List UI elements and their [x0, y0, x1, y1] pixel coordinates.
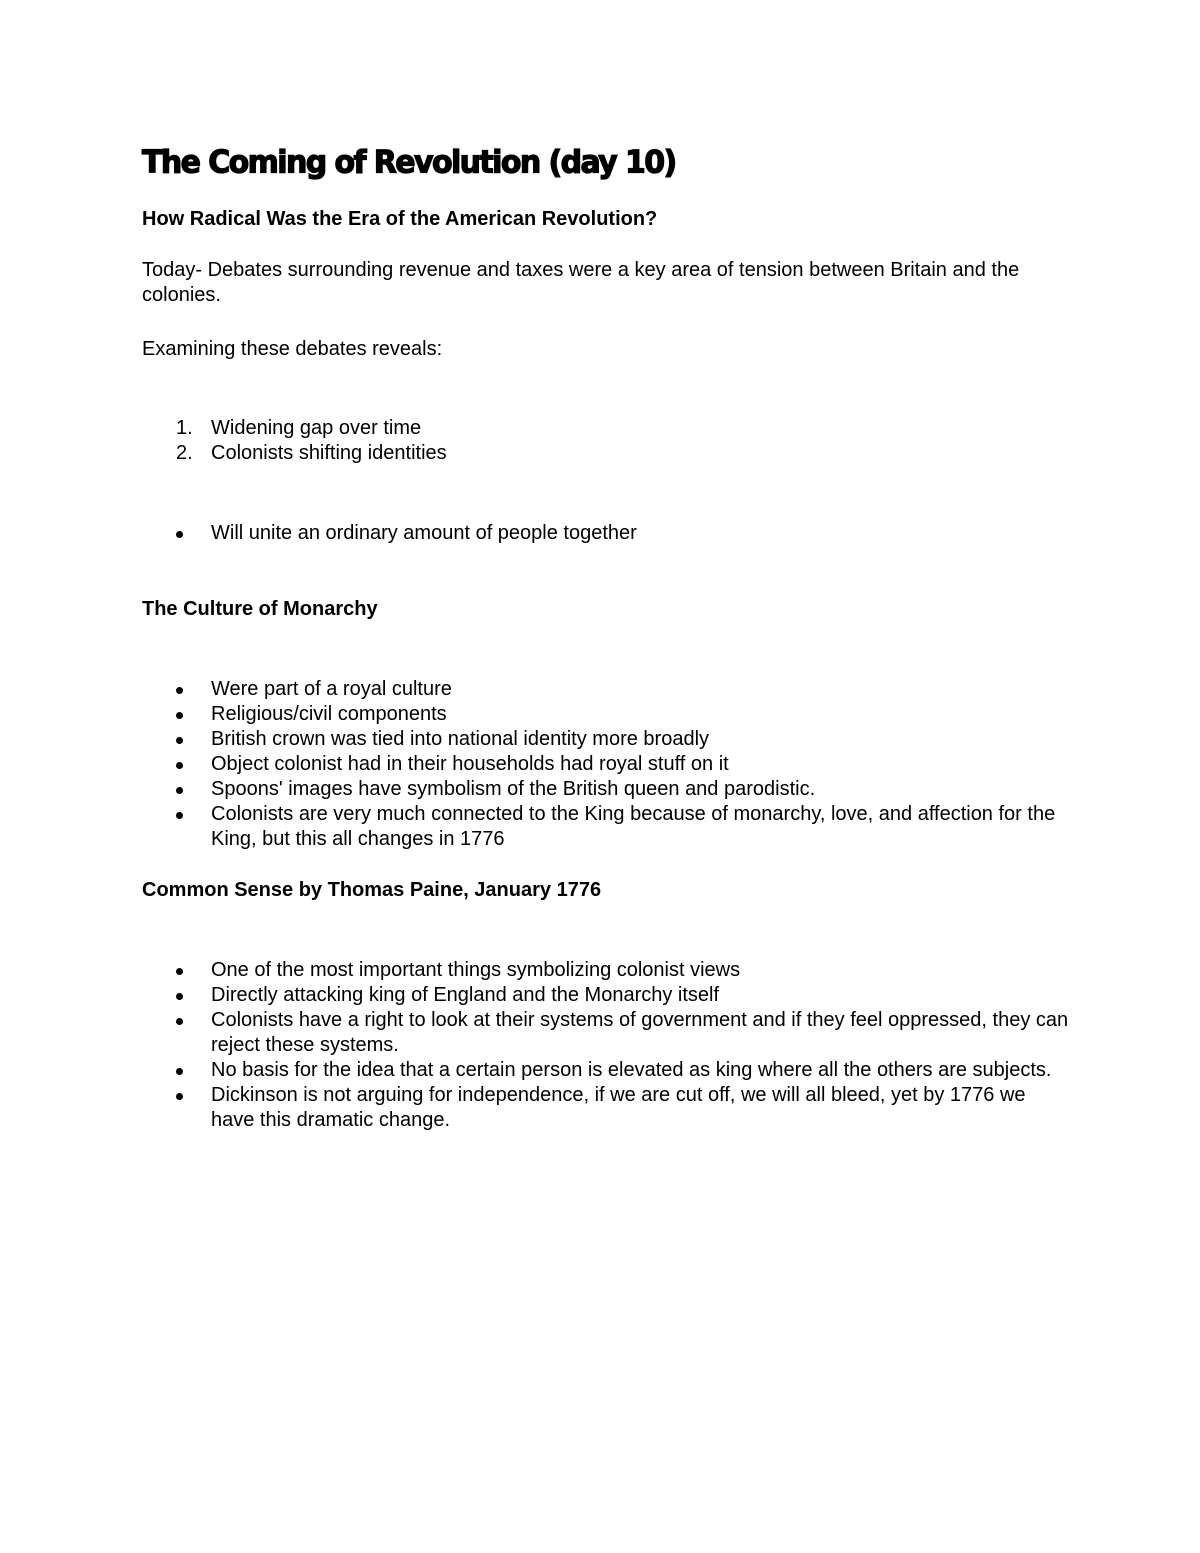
bullet-list-item — [142, 521, 1072, 546]
list-number: 1. — [176, 417, 193, 439]
bullet-icon — [176, 968, 183, 975]
bullet-icon — [176, 1068, 183, 1075]
bullet-icon — [176, 1018, 183, 1025]
section-heading-monarchy: The Culture of Monarchy — [142, 598, 378, 620]
numbered-list — [142, 416, 1072, 466]
list-item-text: Will unite an ordinary amount of people together — [211, 522, 637, 544]
list-item-text: No basis for the idea that a certain person is elevated as king where all the others are subjects. — [211, 1059, 1052, 1081]
list-item-text: Spoons' images have symbolism of the British queen and parodistic. — [211, 778, 816, 800]
common-sense-bullet-list — [142, 958, 1072, 1133]
section-heading-common-sense: Common Sense by Thomas Paine, January 1776 — [142, 879, 602, 901]
bullet-icon — [176, 762, 183, 769]
intro-bullet-list — [142, 521, 1072, 546]
bullet-list-item — [142, 702, 1072, 727]
bullet-list-item — [142, 983, 1072, 1008]
section-heading-radical: How Radical Was the Era of the American Revolution? — [142, 208, 658, 230]
bullet-icon — [176, 712, 183, 719]
bullet-icon — [176, 531, 183, 538]
list-item-text: Colonists are very much connected to the King because of monarchy, love, and affection for the King, but this all changes in 1776 — [211, 803, 1056, 850]
document-page — [142, 0, 1072, 1553]
document-title: The Coming of Revolution (day 10) — [142, 144, 676, 181]
bullet-list-item — [142, 802, 1072, 852]
intro-paragraph: Today- Debates surrounding revenue and taxes were a key area of tension between Britain and the colonies. — [142, 259, 1020, 306]
list-item-text: Dickinson is not arguing for independence, if we are cut off, we will all bleed, yet by 1776 we have this dramatic change. — [211, 1084, 1026, 1131]
list-item-text: One of the most important things symbolizing colonist views — [211, 959, 741, 981]
bullet-list-item — [142, 727, 1072, 752]
list-item-text: Religious/civil components — [211, 703, 447, 725]
bullet-icon — [176, 1093, 183, 1100]
list-number: 2. — [176, 442, 193, 464]
examining-paragraph: Examining these debates reveals: — [142, 338, 443, 360]
monarchy-bullet-list — [142, 677, 1072, 852]
bullet-list-item — [142, 677, 1072, 702]
numbered-list-item — [142, 416, 1072, 441]
bullet-list-item — [142, 1058, 1072, 1083]
numbered-list-item — [142, 441, 1072, 466]
list-item-text: Widening gap over time — [211, 417, 422, 439]
bullet-icon — [176, 812, 183, 819]
list-item-text: British crown was tied into national identity more broadly — [211, 728, 710, 750]
bullet-icon — [176, 737, 183, 744]
bullet-list-item — [142, 1008, 1072, 1058]
bullet-list-item — [142, 777, 1072, 802]
list-item-text: Object colonist had in their households had royal stuff on it — [211, 753, 729, 775]
list-item-text: Were part of a royal culture — [211, 678, 452, 700]
bullet-icon — [176, 787, 183, 794]
bullet-list-item — [142, 1083, 1072, 1133]
bullet-list-item — [142, 752, 1072, 777]
bullet-icon — [176, 993, 183, 1000]
bullet-icon — [176, 687, 183, 694]
list-item-text: Colonists shifting identities — [211, 442, 447, 464]
list-item-text: Directly attacking king of England and the Monarchy itself — [211, 984, 720, 1006]
bullet-list-item — [142, 958, 1072, 983]
list-item-text: Colonists have a right to look at their systems of government and if they feel oppressed, they can reject these systems. — [211, 1009, 1069, 1056]
